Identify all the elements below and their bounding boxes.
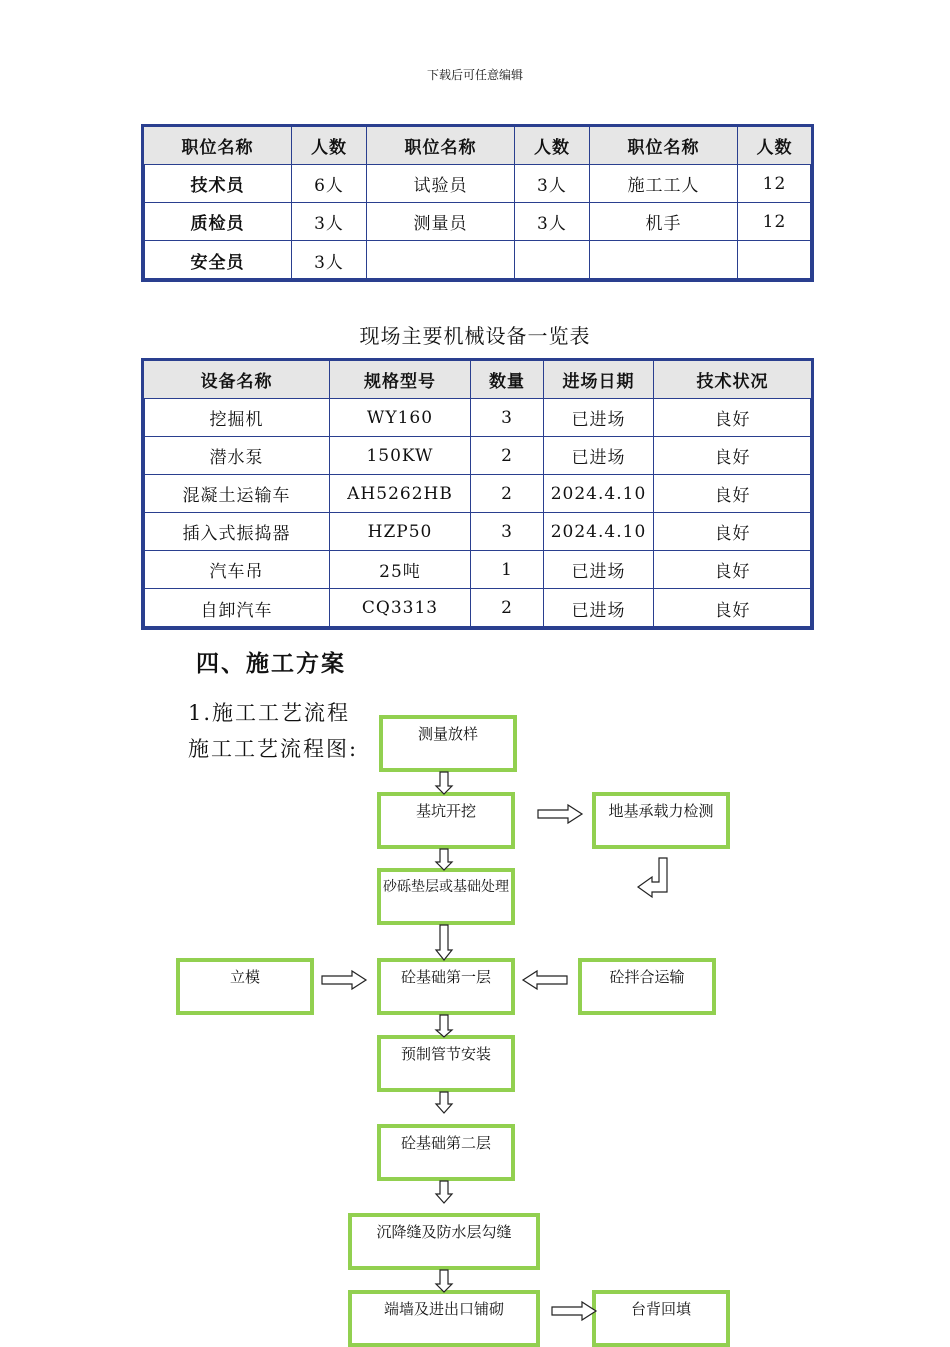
- flow-step-mixing: 砼拌合运输: [578, 958, 716, 1015]
- table-cell: 25吨: [330, 551, 471, 589]
- table-cell: AH5262HB: [330, 475, 471, 513]
- table-cell: 良好: [714, 600, 751, 621]
- column-header: 技术状况: [654, 361, 811, 399]
- column-header: 规格型号: [330, 361, 471, 399]
- column-header: 设备名称: [144, 361, 330, 399]
- table-cell: 测量员: [367, 203, 515, 241]
- table-cell: 质检员: [144, 203, 292, 241]
- flow-step-gravel: 砂砾垫层或基础处理: [377, 868, 515, 925]
- arrow-down-icon: [436, 1015, 452, 1037]
- column-header: 进场日期: [544, 361, 654, 399]
- flow-step-excavation: 基坑开挖: [377, 792, 515, 849]
- table-cell: 潜水泵: [144, 437, 330, 475]
- subsection-title: 1.施工工艺流程: [188, 701, 351, 725]
- column-header: 人数: [515, 127, 590, 165]
- table-cell: 2: [471, 475, 544, 513]
- table-cell: 良好: [654, 513, 811, 551]
- table-cell: 12: [738, 165, 811, 203]
- table-cell: 良好: [654, 437, 811, 475]
- table-cell: 3: [471, 513, 544, 551]
- arrow-down-icon: [436, 1092, 452, 1113]
- table-cell: WY160: [330, 399, 471, 437]
- table-cell: 6人: [292, 165, 367, 203]
- equipment-table-caption: 现场主要机械设备一览表: [359, 324, 591, 348]
- table-cell: 良好: [654, 475, 811, 513]
- flow-step-backfill: 台背回填: [592, 1290, 730, 1347]
- table-cell: 施工工人: [590, 165, 738, 203]
- table-cell: 2024.4.10: [544, 475, 654, 513]
- table-cell: 已进场: [544, 589, 654, 627]
- flow-step-pipe-install: 预制管节安装: [377, 1035, 515, 1092]
- table-cell: 3人: [515, 203, 590, 241]
- arrow-down-icon: [436, 772, 452, 794]
- arrow-down-icon: [436, 1270, 452, 1292]
- column-header: 人数: [738, 127, 811, 165]
- flow-step-bearing-test: 地基承载力检测: [592, 792, 730, 849]
- table-cell: 3人: [292, 203, 367, 241]
- table-cell: 汽车吊: [144, 551, 330, 589]
- table-cell: 1: [471, 551, 544, 589]
- table-cell: 良好: [654, 551, 811, 589]
- table-cell: 3人: [515, 165, 590, 203]
- table-cell: 2024.4.10: [544, 513, 654, 551]
- column-header: 职位名称: [590, 127, 738, 165]
- table-cell: 混凝土运输车: [144, 475, 330, 513]
- table-cell: HZP50: [330, 513, 471, 551]
- table-cell: 150KW: [330, 437, 471, 475]
- arrow-down-icon: [436, 1181, 452, 1203]
- table-cell: 安全员: [144, 241, 292, 279]
- arrow-right-icon: [552, 1302, 596, 1320]
- arrow-left-icon: [523, 971, 567, 989]
- table-cell: 3人: [292, 241, 367, 279]
- table-cell: 挖掘机: [144, 399, 330, 437]
- arrow-down-icon: [436, 925, 452, 960]
- flow-step-formwork: 立模: [176, 958, 314, 1015]
- table-cell: CQ3313: [330, 589, 471, 627]
- table-cell: 技术员: [144, 165, 292, 203]
- flow-step-base1: 砼基础第一层: [377, 958, 515, 1015]
- flow-step-base2: 砼基础第二层: [377, 1124, 515, 1181]
- arrow-right-icon: [322, 971, 366, 989]
- column-header: 人数: [292, 127, 367, 165]
- header-note: 下载后可任意编辑: [426, 68, 523, 82]
- arrow-down-icon: [436, 849, 452, 870]
- table-cell: 2: [471, 437, 544, 475]
- table-cell: 12: [738, 203, 811, 241]
- table-cell: 插入式振捣器: [144, 513, 330, 551]
- flow-step-survey: 测量放样: [379, 715, 517, 772]
- column-header: 职位名称: [144, 127, 292, 165]
- table-cell: 自卸汽车: [144, 589, 330, 627]
- column-header: 职位名称: [367, 127, 515, 165]
- arrow-right-icon: [538, 805, 582, 823]
- table-cell: 已进场: [544, 399, 654, 437]
- table-cell: 已进场: [544, 437, 654, 475]
- flow-step-end-wall: 端墙及进出口铺砌: [348, 1290, 540, 1347]
- table-cell: 机手: [590, 203, 738, 241]
- flow-step-joint: 沉降缝及防水层勾缝: [348, 1213, 540, 1270]
- table-cell: 已进场: [544, 551, 654, 589]
- table-cell: 试验员: [367, 165, 515, 203]
- arrow-bent-left-icon: [638, 858, 667, 897]
- column-header: 数量: [471, 361, 544, 399]
- table-cell: 2: [471, 589, 544, 627]
- section-title: 四、施工方案: [196, 650, 346, 677]
- flowchart-caption: 施工工艺流程图:: [188, 737, 359, 761]
- table-cell: 良好: [654, 399, 811, 437]
- table-cell: 3: [471, 399, 544, 437]
